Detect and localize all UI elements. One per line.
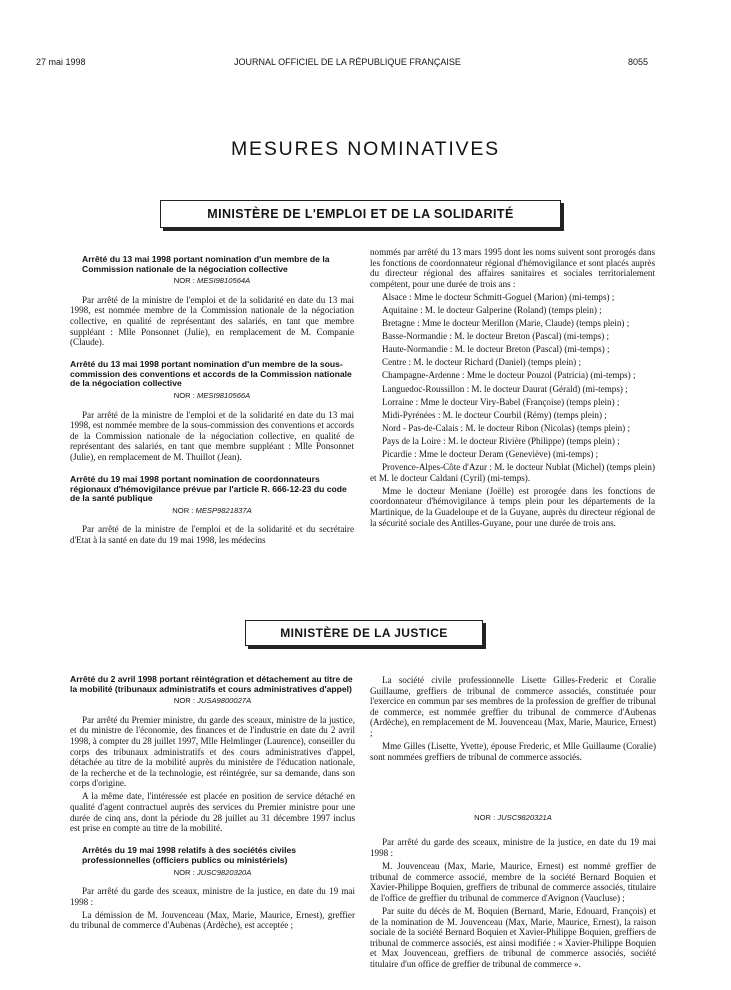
ministry-heading-emploi: MINISTÈRE DE L'EMPLOI ET DE LA SOLIDARITÉ	[160, 200, 561, 228]
nor-reference: NOR : JUSC9820321A	[474, 812, 552, 822]
region-entry: Centre : M. le docteur Richard (Daniel) (temps plein) ;	[382, 357, 581, 368]
region-list	[370, 292, 655, 483]
header-journal: JOURNAL OFFICIEL DE LA RÉPUBLIQUE FRANÇAISE	[234, 57, 461, 67]
nor-reference: NOR : MESP9821837A	[172, 505, 252, 515]
nor-reference: NOR : MESI9810564A	[173, 276, 251, 286]
section-justice-left-column	[70, 675, 355, 933]
arrete-title: Arrêté du 13 mai 1998 portant nomination d'un membre de la sous-commission des conventions et accords de la Commission nationale de la négociation collective	[70, 359, 352, 389]
arrete-title: Arrêté du 19 mai 1998 portant nomination de coordonnateurs régionaux d'hémovigilance prévue par l'article R. 666-12-23 du code de la santé publique	[70, 474, 347, 504]
arrete-title: Arrêtés du 19 mai 1998 relatifs à des sociétés civiles professionnelles (officiers publics ou ministériels)	[82, 845, 297, 865]
ministry-heading-justice: MINISTÈRE DE LA JUSTICE	[245, 620, 483, 646]
nor-reference: NOR : JUSC9820320A	[173, 867, 252, 877]
region-entry: Pays de la Loire : M. le docteur Rivière (Philippe) (temps plein) ;	[382, 435, 620, 446]
region-entry: Languedoc-Roussillon : M. le docteur Daurat (Gérald) (mi-temps) ;	[382, 383, 628, 394]
arrete-title: Arrêté du 2 avril 1998 portant réintégration et détachement au titre de la mobilité (tribunaux administratifs et cours administratives d'appel)	[70, 674, 353, 694]
page-title: MESURES NOMINATIVES	[231, 138, 500, 160]
region-entry: Basse-Normandie : M. le docteur Breton (Pascal) (mi-temps) ;	[382, 331, 610, 342]
region-entry: Haute-Normandie : M. le docteur Breton (Pascal) (mi-temps) ;	[382, 344, 610, 355]
paragraph: A la même date, l'intéressée est placée en position de service détaché en qualité d'agent contractuel auprès des services du Premier ministre pour une durée de cinq ans, dont la période du 28 juillet au 31 décembre 1997 inclus est prise en compte au titre de la mobilité.	[70, 791, 355, 834]
section-emploi-right-column	[370, 247, 655, 531]
nor-reference: NOR : MESI9810566A	[173, 391, 251, 401]
paragraph: Par arrêté de la ministre de l'emploi et de la solidarité et du secrétaire d'Etat à la santé en date du 19 mai 1998, les médecins	[70, 524, 354, 546]
region-entry: Bretagne : Mme le docteur Merillon (Marie, Claude) (temps plein) ;	[382, 318, 630, 329]
paragraph: nommés par arrêté du 13 mars 1995 dont les noms suivent sont prorogés dans les fonctions de coordonnateur régional d'hémovigilance et sont placés auprès du directeur régional des affaires sanitaires et sociales territorialement compétent, pour une durée de trois ans :	[370, 247, 655, 289]
paragraph: Par suite du décès de M. Boquien (Bernard, Marie, Edouard, François) et de la nomination de M. Jouvenceau (Max, Marie, Maurice, Ernest), la raison sociale de la société Bernard Boquien et Xavier-Philippe Boquien, greffiers de tribunal de commerce associés, est ainsi modifiée : « Xavier-Philippe Boquien et Max Jouvenceau, greffiers de tribunal de commerce associés, société titulaire d'un office de greffier de tribunal de commerce ».	[370, 905, 656, 969]
paragraph: La société civile professionnelle Lisette Gilles-Frederic et Coralie Guillaume, greffiers de tribunal de commerce associés, constituée pour l'exercice en commun par ses membres de la profession de greffier de tribunal de commerce, est nommée greffier du tribunal de commerce d'Aubenas (Ardèche), en remplacement de M. Jouvenceau (Max, Marie, Maurice, Ernest) ;	[370, 675, 656, 738]
region-entry: Alsace : Mme le docteur Schmitt-Goguel (Marion) (mi-temps) ;	[382, 291, 615, 302]
paragraph: Par arrêté de la ministre de l'emploi et de la solidarité en date du 13 mai 1998, est nommée membre de la Commission nationale de la négociation collective, en qualité de représentant des salariés, en tant que membre suppléant : Mlle Ponsonnet (Julie), en remplacement de M. Companie (Claude).	[70, 294, 354, 348]
section-justice-right-column	[370, 675, 656, 972]
header-date: 27 mai 1998	[36, 57, 86, 67]
region-entry: Lorraine : Mme le docteur Viry-Babel (Françoise) (temps plein) ;	[382, 396, 620, 407]
paragraph: Mme le docteur Meniane (Joëlle) est prorogée dans les fonctions de coordonnateur d'hémovigilance à temps plein pour les départements de la Martinique, de la Guadeloupe et de la Guyane, auprès du directeur régional de la sécurité sociale des Antilles-Guyane, pour une durée de trois ans.	[370, 485, 655, 528]
arrete-title: Arrêté du 13 mai 1998 portant nomination d'un membre de la Commission nationale de la négociation collective	[82, 254, 330, 274]
paragraph: Par arrêté de la ministre de l'emploi et de la solidarité en date du 13 mai 1998, est nommée membre de la sous-commission des conventions et accords de la Commission nationale de la négociation collective, en qualité de représentant des salariés, en tant que membre suppléant : Mlle Ponsonnet (Julie), en remplacement de M. Thuillot (Jean).	[70, 409, 354, 462]
region-entry: Nord - Pas-de-Calais : M. le docteur Ribon (Nicolas) (temps plein) ;	[382, 422, 631, 433]
region-entry: Champagne-Ardenne : Mme le docteur Pouzol (Patricia) (mi-temps) ;	[382, 370, 636, 381]
region-entry: Aquitaine : M. le docteur Galperine (Roland) (temps plein) ;	[382, 304, 602, 315]
region-entry: Picardie : Mme le docteur Deram (Geneviève) (mi-temps) ;	[382, 449, 599, 459]
paragraph: Par arrêté du garde des sceaux, ministre de la justice, en date du 19 mai 1998 :	[70, 886, 355, 907]
nor-reference: NOR : JUSA9800027A	[173, 696, 252, 706]
paragraph: La démission de M. Jouvenceau (Max, Marie, Maurice, Ernest), greffier du tribunal de commerce d'Aubenas (Ardèche), est acceptée ;	[70, 909, 355, 931]
section-emploi-left-column	[70, 255, 354, 548]
paragraph: Par arrêté du garde des sceaux, ministre de la justice, en date du 19 mai 1998 :	[370, 837, 656, 858]
paragraph: Mme Gilles (Lisette, Yvette), épouse Frederic, et Mlle Guillaume (Coralie) sont nommées greffiers de tribunal de commerce associés.	[370, 741, 656, 762]
region-entry: Midi-Pyrénées : M. le docteur Courbil (Rémy) (temps plein) ;	[382, 409, 607, 420]
paragraph: M. Jouvenceau (Max, Marie, Maurice, Ernest) est nommé greffier de tribunal de commerce associé, membre de la société Bernard Boquien et Xavier-Philippe Boquien, greffiers de tribunal de commerce associés, titulaire de l'office de greffier du tribunal de commerce d'Avignon (Vaucluse) ;	[370, 861, 656, 903]
header-page-number: 8055	[628, 57, 649, 67]
paragraph: Par arrêté du Premier ministre, du garde des sceaux, ministre de la justice, et du ministre de l'économie, des finances et de l'industrie en date du 2 avril 1998, à compter du 28 juillet 1997, Mlle Helmlinger (Laurence), conseiller du corps des tribunaux administratifs et des cours administratives d'appel, détachée au titre de la mobilité auprès du ministère de l'éducation nationale, de la recherche et de la technologie, est réintégrée, sur sa demande, dans son corps d'origine.	[70, 714, 355, 789]
region-entry: Provence-Alpes-Côte d'Azur : M. le docteur Nublat (Michel) (temps plein) et M. le docteur Caldani (Cyril) (mi-temps).	[370, 462, 655, 483]
